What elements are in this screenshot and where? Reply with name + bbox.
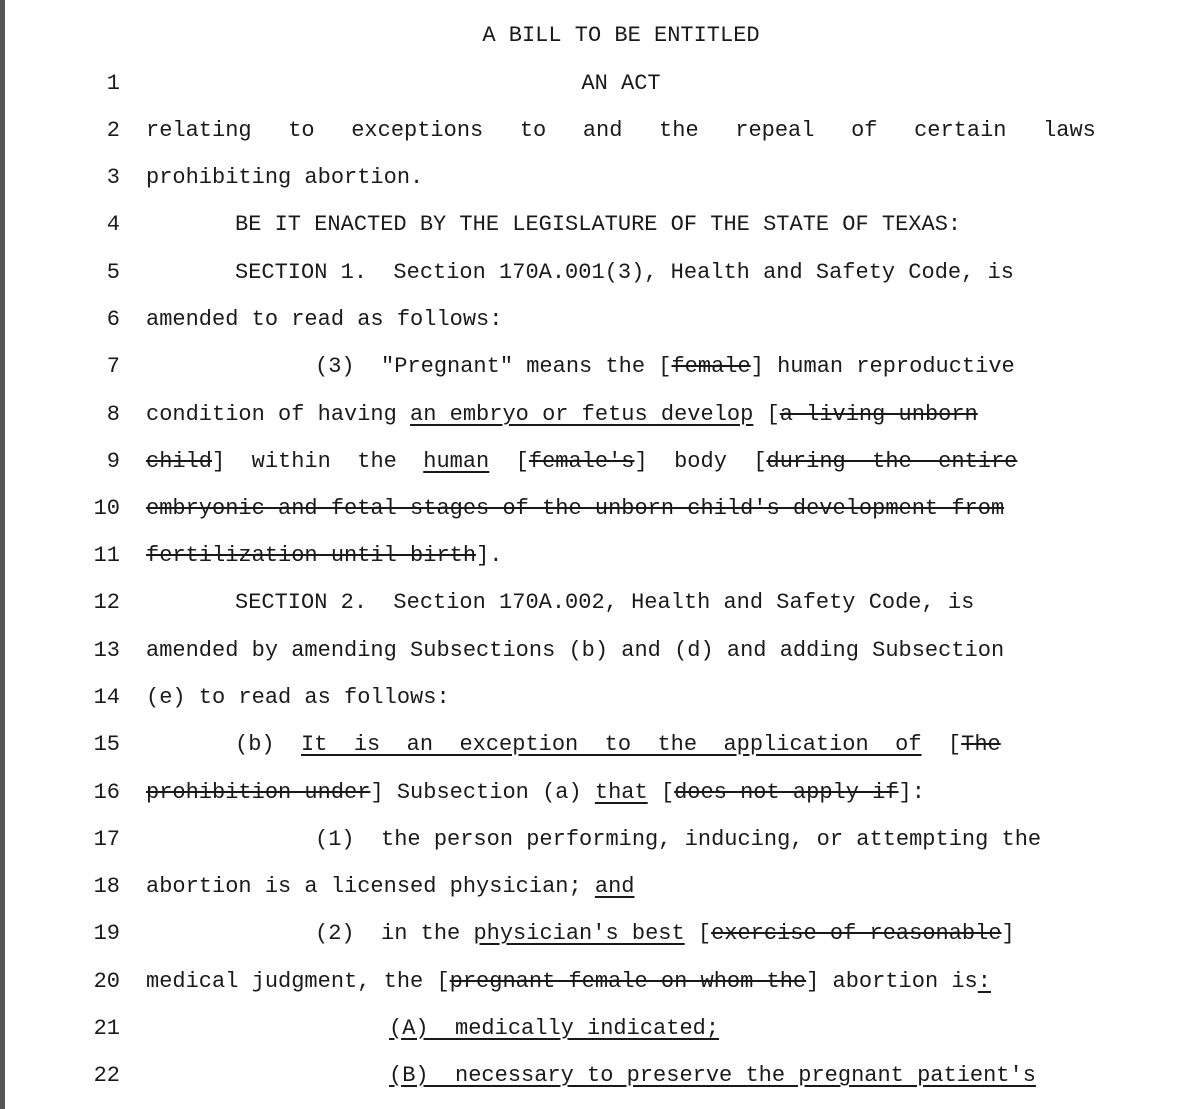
- line-number: 15: [93, 732, 120, 757]
- word: the: [659, 118, 699, 143]
- bill-line-6: amended to read as follows:: [146, 307, 503, 332]
- text: [: [647, 780, 675, 805]
- text: ] within the: [212, 449, 424, 474]
- text: [: [753, 402, 780, 427]
- inserted-text: It is an exception to the application of: [301, 732, 922, 757]
- line-number: 19: [93, 921, 120, 946]
- line-number: 20: [93, 969, 120, 994]
- line-number: 6: [106, 307, 120, 332]
- deleted-text: prohibition under: [146, 780, 371, 805]
- text: abortion is a licensed physician;: [146, 874, 595, 899]
- line-number: 12: [93, 590, 120, 615]
- bill-line-13: amended by amending Subsections (b) and (d) and adding Subsection: [146, 638, 1005, 663]
- line-number: 2: [106, 118, 120, 143]
- line-number: 5: [106, 260, 120, 285]
- word: laws: [1043, 118, 1096, 143]
- bill-line-15: [235, 732, 1001, 757]
- bill-line-3: prohibiting abortion.: [146, 165, 424, 190]
- deleted-text: pregnant female on whom the: [449, 969, 807, 994]
- inserted-text: an embryo or fetus develop: [410, 402, 754, 427]
- line-number: 14: [93, 685, 120, 710]
- line-number: 22: [93, 1063, 120, 1088]
- deleted-text: fertilization until birth: [146, 543, 477, 568]
- bill-line-17: (1) the person performing, inducing, or attempting the: [315, 827, 1042, 852]
- text: ].: [476, 543, 503, 568]
- inserted-text: that: [594, 780, 648, 805]
- line-number: 3: [106, 165, 120, 190]
- bill-line-14: (e) to read as follows:: [146, 685, 450, 710]
- word: repeal: [735, 118, 815, 143]
- line-number: 7: [106, 354, 120, 379]
- text: ] abortion is: [806, 969, 978, 994]
- bill-line-11: [146, 543, 502, 568]
- inserted-text: human: [423, 449, 490, 474]
- word: of: [851, 118, 878, 143]
- line-number: 1: [106, 71, 120, 96]
- bill-line-20: [146, 969, 991, 994]
- word: to: [519, 118, 547, 143]
- line-number: 11: [93, 543, 120, 568]
- bill-line-18: [146, 874, 634, 899]
- inserted-text: physician's best: [473, 921, 685, 946]
- inserted-text: (B) necessary to preserve the pregnant patient's: [389, 1063, 1036, 1088]
- text: ] Subsection (a): [370, 780, 595, 805]
- deleted-text: during the entire: [766, 449, 1018, 474]
- bill-line-2: [146, 118, 1096, 143]
- text: ]:: [898, 780, 925, 805]
- word: to: [288, 118, 315, 143]
- bill-line-9: [146, 449, 1017, 474]
- deleted-text: exercise of reasonable: [711, 921, 1002, 946]
- bill-line-19: [315, 921, 1015, 946]
- deleted-text: The: [961, 732, 1001, 757]
- inserted-text: :: [977, 969, 991, 994]
- line-number: 13: [93, 638, 120, 663]
- deleted-text: does not apply if: [674, 780, 899, 805]
- deleted-text: a living unborn: [779, 402, 978, 427]
- bill-line-7: [315, 354, 1015, 379]
- text: (2) in the: [315, 921, 474, 946]
- line-number: 10: [93, 496, 120, 521]
- line-number: 9: [106, 449, 120, 474]
- enacting-clause: BE IT ENACTED BY THE LEGISLATURE OF THE STATE OF TEXAS:: [235, 212, 962, 237]
- act-title: AN ACT: [581, 71, 661, 96]
- text: [: [921, 732, 962, 757]
- inserted-text: and: [594, 874, 635, 899]
- text: [: [489, 449, 529, 474]
- line-number: 4: [106, 212, 120, 237]
- text: [: [684, 921, 712, 946]
- text: (b): [235, 732, 302, 757]
- line-number: 17: [93, 827, 120, 852]
- deleted-text: child: [146, 449, 213, 474]
- text: ]: [1001, 921, 1015, 946]
- text: ] body [: [634, 449, 767, 474]
- text: ] human reproductive: [750, 354, 1015, 379]
- text: medical judgment, the [: [146, 969, 450, 994]
- bill-header: A BILL TO BE ENTITLED: [482, 23, 760, 48]
- word: exceptions: [351, 118, 484, 143]
- deleted-text: embryonic and fetal stages of the unborn child's development from: [146, 496, 1005, 521]
- text: (3) "Pregnant" means the [: [315, 354, 672, 379]
- section-2-heading: SECTION 2. Section 170A.002, Health and Safety Code, is: [235, 590, 975, 615]
- bill-line-16: [146, 780, 925, 805]
- line-number: 21: [93, 1016, 120, 1041]
- text: condition of having: [146, 402, 411, 427]
- line-number: 8: [106, 402, 120, 427]
- word: relating: [146, 118, 252, 143]
- section-1-heading: SECTION 1. Section 170A.001(3), Health and Safety Code, is: [235, 260, 1014, 285]
- bill-line-8: [146, 402, 978, 427]
- inserted-text: (A) medically indicated;: [389, 1016, 720, 1041]
- deleted-text: female's: [528, 449, 635, 474]
- word: and: [582, 118, 623, 143]
- line-number: 16: [93, 780, 120, 805]
- word: certain: [914, 118, 1007, 143]
- deleted-text: female: [671, 354, 751, 379]
- line-number: 18: [93, 874, 120, 899]
